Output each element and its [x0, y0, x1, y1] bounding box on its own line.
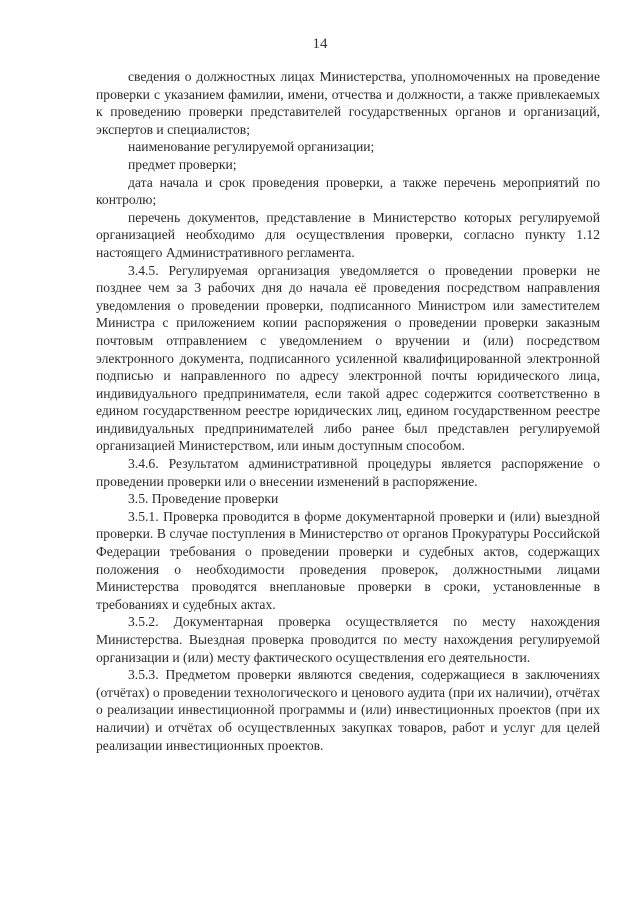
paragraph-inspection-subject: предмет проверки; [128, 156, 237, 172]
page-number: 14 [312, 36, 328, 52]
paragraph-3-4-6: 3.4.6. Результатом административной процедуры является распоряжение о проведении проверки или о внесении изменений в распоряжение. [96, 456, 600, 489]
document-body [96, 68, 600, 754]
paragraph-documents-list: перечень документов, представление в Министерство которых регулируемой организацией необходимо для осуществления проверки, согласно пункту 1.12 настоящего Административного регламента. [96, 209, 600, 260]
paragraph-3-5-1: 3.5.1. Проверка проводится в форме документарной проверки и (или) выездной проверки. В случае поступления в Министерство от органов Прокуратуры Российской Федерации требования о проведении проверки и судебных актов, содержащих положения о необходимости проведения проверок, должностными лицами Министерства проводятся внеплановые проверки в сроки, установленные в требованиях и судебных актах. [96, 508, 600, 612]
paragraph-3-5-3: 3.5.3. Предметом проверки являются сведения, содержащиеся в заключениях (отчётах) о проведении технологического и ценового аудита (при их наличии), отчётах о реализации инвестиционной программы и (или) инвестиционных проектов (при их наличии) и отчётах об осуществленных закупках товаров, работ и услуг для целей реализации инвестиционных проектов. [96, 667, 600, 753]
paragraph-organization-name: наименование регулируемой организации; [128, 139, 375, 155]
paragraph-3-4-5: 3.4.5. Регулируемая организация уведомляется о проведении проверки не позднее чем за 3 рабочих дня до начала её проведения посредством направления уведомления о проведении проверки, подписанного Министром или заместителем Министра с приложением копии распоряжения о проведении проверки заказным почтовым отправлением с уведомлением о вручении и (или) посредством электронного документа, подписанного усиленной квалифицированной электронной подписью и направленного по адресу электронной почты юридического лица, индивидуального предпринимателя, если такой адрес содержится соответственно в едином государственном реестре юридических лиц, едином государственном реестре индивидуальных предпринимателей либо ранее был представлен регулируемой организацией Министерством, или иным доступным способом. [96, 262, 600, 454]
section-heading-3-5: 3.5. Проведение проверки [128, 491, 279, 507]
paragraph-officials: сведения о должностных лицах Министерства, уполномоченных на проведение проверки с указанием фамилии, имени, отчества и должности, а также привлекаемых к проведению проверки представителей государственных органов и организаций, экспертов и специалистов; [96, 69, 600, 137]
paragraph-start-date: дата начала и срок проведения проверки, а также перечень мероприятий по контролю; [96, 174, 600, 208]
paragraph-3-5-2: 3.5.2. Документарная проверка осуществляется по месту нахождения Министерства. Выездная проверка проводится по месту нахождения регулируемой организации и (или) месту фактического осуществления его деятельности. [96, 614, 600, 665]
